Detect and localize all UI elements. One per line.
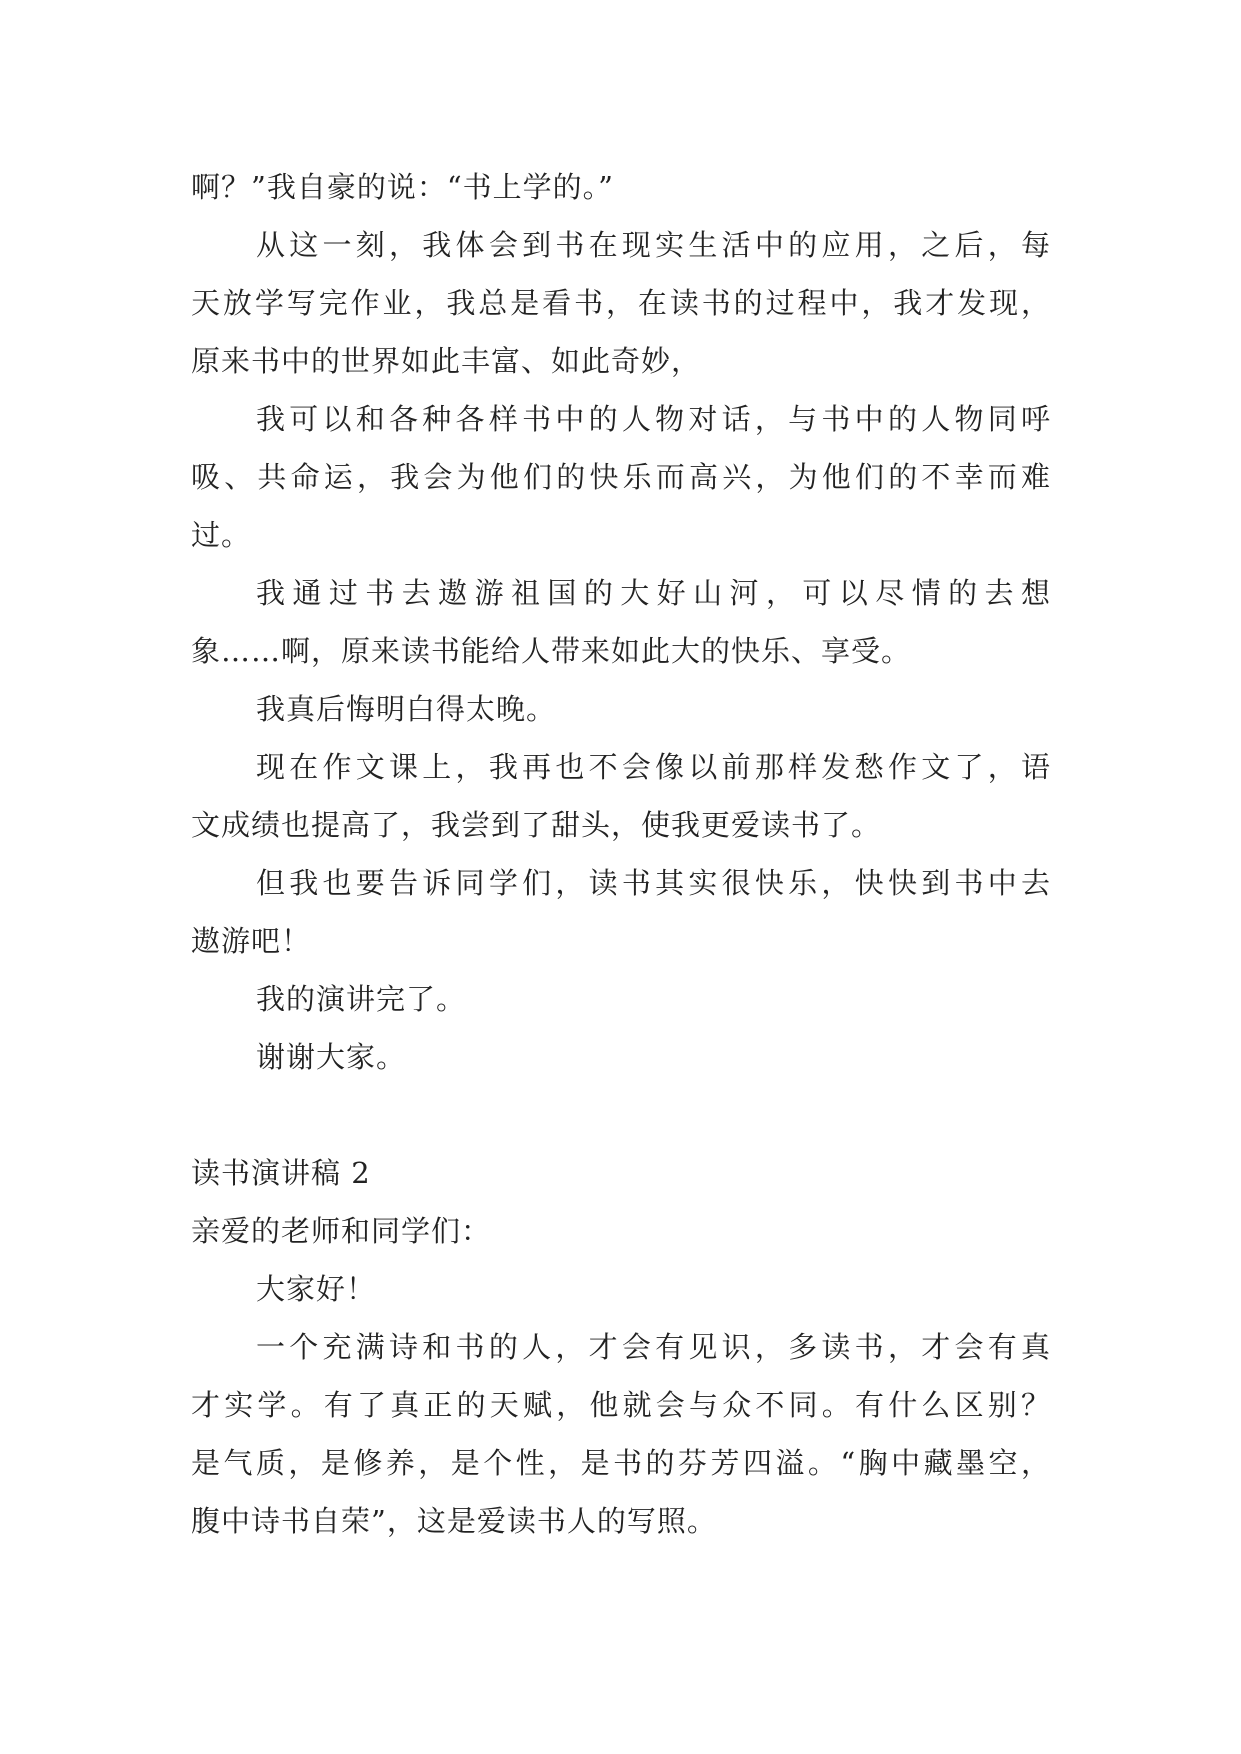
- paragraph-line: 过。: [191, 518, 252, 552]
- section-gap: [191, 1086, 1051, 1144]
- paragraph-line: 我通过书去遨游祖国的大好山河，可以尽情的去想: [256, 576, 1051, 610]
- paragraph-line: 我的演讲完了。: [256, 982, 467, 1016]
- paragraph-line: 文成绩也提高了，我尝到了甜头，使我更爱读书了。: [191, 808, 882, 842]
- paragraph-line: 象……啊，原来读书能给人带来如此大的快乐、享受。: [191, 634, 912, 668]
- paragraph-line: 吸、共命运，我会为他们的快乐而高兴，为他们的不幸而难: [191, 460, 1051, 494]
- paragraph-line: 但我也要告诉同学们，读书其实很快乐，快快到书中去: [256, 866, 1051, 900]
- paragraph-line: 是气质，是修养，是个性，是书的芬芳四溢。“胸中藏墨空，: [191, 1446, 1051, 1480]
- document-page: [191, 158, 1051, 1550]
- paragraph-line: 从这一刻，我体会到书在现实生活中的应用，之后，每: [256, 228, 1051, 262]
- paragraph-line: 我真后悔明白得太晚。: [256, 692, 557, 726]
- paragraph-line: 现在作文课上，我再也不会像以前那样发愁作文了，语: [256, 750, 1051, 784]
- paragraph-line: 谢谢大家。: [256, 1040, 407, 1074]
- paragraph-line: 一个充满诗和书的人，才会有见识，多读书，才会有真: [256, 1330, 1051, 1364]
- paragraph-line: 我可以和各种各样书中的人物对话，与书中的人物同呼: [256, 402, 1051, 436]
- paragraph-line: 天放学写完作业，我总是看书，在读书的过程中，我才发现，: [191, 286, 1051, 320]
- salutation: 亲爱的老师和同学们：: [191, 1214, 492, 1248]
- paragraph-line: 腹中诗书自荣”，这是爱读书人的写照。: [191, 1504, 717, 1538]
- paragraph-line: 才实学。有了真正的天赋，他就会与众不同。有什么区别？: [191, 1388, 1051, 1422]
- paragraph-line: 原来书中的世界如此丰富、如此奇妙，: [191, 344, 702, 378]
- paragraph-line: 啊？”我自豪的说：“书上学的。”: [191, 170, 614, 204]
- greeting: 大家好！: [256, 1272, 377, 1306]
- section-title: 读书演讲稿 2: [191, 1156, 371, 1190]
- paragraph-line: 遨游吧！: [191, 924, 312, 958]
